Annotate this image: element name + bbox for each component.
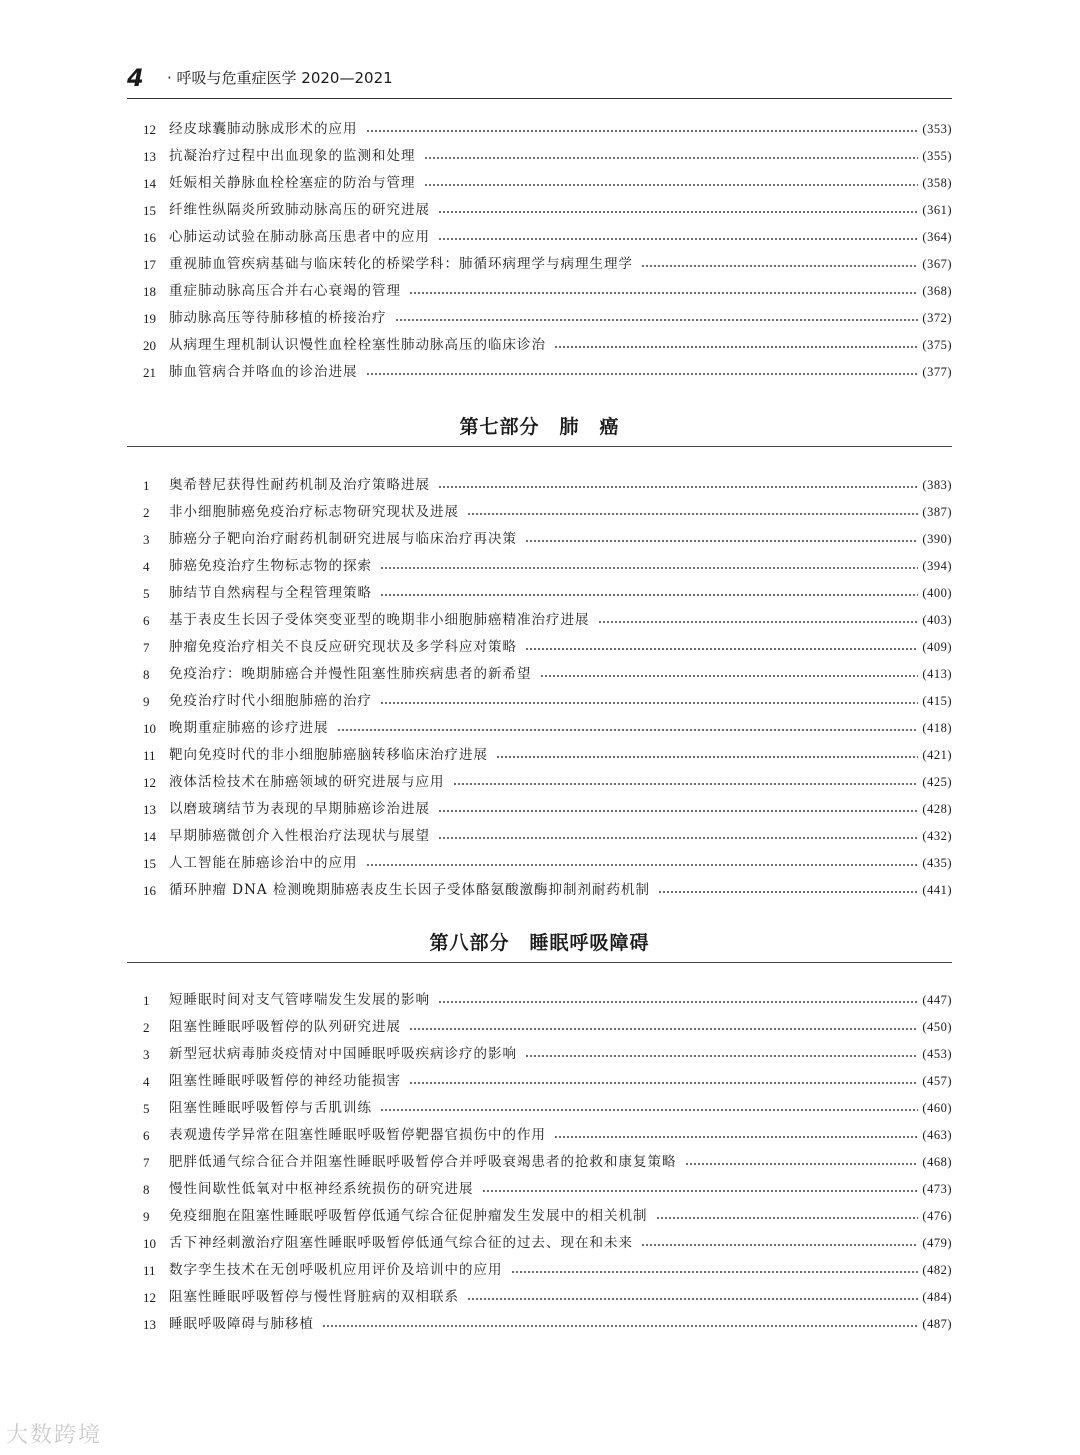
toc-entry: [127, 987, 952, 1014]
dot-leader: [424, 143, 919, 170]
toc-entry-page: (403): [922, 613, 952, 627]
toc-entry-number: 7: [143, 640, 150, 655]
toc-entry-number: 6: [143, 613, 150, 628]
toc-entry-title: 阻塞性睡眠呼吸暂停的队列研究进展: [169, 1019, 401, 1035]
toc-entry-title: 纤维性纵隔炎所致肺动脉高压的研究进展: [169, 202, 430, 218]
toc-entry-title: 肿瘤免疫治疗相关不良反应研究现状及多学科应对策略: [169, 639, 517, 655]
dot-leader: [525, 1041, 918, 1068]
toc-entry: [127, 1311, 952, 1338]
toc-entry-page: (441): [922, 883, 952, 897]
dot-leader: [409, 278, 918, 305]
toc-entry: [127, 634, 952, 661]
toc-entry-title: 肺血管病合并咯血的诊治进展: [169, 364, 358, 380]
toc-entry: [127, 251, 952, 278]
dot-leader: [380, 580, 918, 607]
dot-leader: [525, 634, 918, 661]
toc-entry-page: (409): [922, 640, 952, 654]
toc-list-part6: [127, 116, 952, 386]
toc-entry-page: (484): [922, 1290, 952, 1304]
toc-entry-page: (394): [922, 559, 952, 573]
toc-entry-page: (421): [922, 748, 952, 762]
dot-leader: [366, 116, 919, 143]
toc-entry-number: 13: [143, 149, 156, 164]
toc-entry-page: (372): [922, 311, 952, 325]
dot-leader: [438, 197, 918, 224]
toc-entry: [127, 305, 952, 332]
page-number: 4: [127, 64, 144, 92]
toc-entry: [127, 1122, 952, 1149]
toc-entry-page: (368): [922, 284, 952, 298]
toc-entry-title: 阻塞性睡眠呼吸暂停的神经功能损害: [169, 1073, 401, 1089]
toc-entry-title: 液体活检技术在肺癌领域的研究进展与应用: [169, 774, 445, 790]
toc-entry-page: (460): [922, 1101, 952, 1115]
toc-entry: [127, 1203, 952, 1230]
toc-entry: [127, 1014, 952, 1041]
toc-entry-number: 5: [143, 1101, 150, 1116]
toc-entry-page: (476): [922, 1209, 952, 1223]
toc-entry-number: 6: [143, 1128, 150, 1143]
section-heading-part8: 第八部分 睡眠呼吸障碍: [127, 928, 952, 963]
toc-entry-number: 8: [143, 667, 150, 682]
toc-entry: [127, 688, 952, 715]
toc-entry: [127, 580, 952, 607]
dot-leader: [409, 1014, 918, 1041]
toc-entry-title: 免疫细胞在阻塞性睡眠呼吸暂停低通气综合征促肿瘤发生发展中的相关机制: [169, 1208, 648, 1224]
dot-leader: [380, 1095, 918, 1122]
toc-entry-page: (463): [922, 1128, 952, 1142]
dot-leader: [482, 1176, 919, 1203]
toc-entry: [127, 472, 952, 499]
toc-entry-title: 基于表皮生长因子受体突变亚型的晚期非小细胞肺癌精准治疗进展: [169, 612, 590, 628]
toc-entry-number: 5: [143, 586, 150, 601]
toc-entry: [127, 661, 952, 688]
toc-entry-title: 短睡眠时间对支气管哮喘发生发展的影响: [169, 992, 430, 1008]
toc-entry-title: 阻塞性睡眠呼吸暂停与慢性肾脏病的双相联系: [169, 1289, 459, 1305]
toc-entry: [127, 1230, 952, 1257]
dot-leader: [438, 823, 918, 850]
toc-entry-number: 13: [143, 802, 156, 817]
dot-leader: [366, 850, 919, 877]
toc-entry: [127, 197, 952, 224]
toc-entry-number: 2: [143, 1020, 150, 1035]
dot-leader: [554, 332, 918, 359]
dot-leader: [337, 715, 919, 742]
toc-entry-title: 阻塞性睡眠呼吸暂停与舌肌训练: [169, 1100, 372, 1116]
dot-leader: [322, 1311, 918, 1338]
toc-entry: [127, 607, 952, 634]
dot-leader: [656, 1203, 919, 1230]
toc-entry-page: (383): [922, 478, 952, 492]
toc-entry-title: 舌下神经刺激治疗阻塞性睡眠呼吸暂停低通气综合征的过去、现在和未来: [169, 1235, 633, 1251]
toc-entry-number: 17: [143, 257, 156, 272]
toc-entry-number: 15: [143, 203, 156, 218]
toc-entry-number: 2: [143, 505, 150, 520]
toc-entry: [127, 499, 952, 526]
toc-entry: [127, 1041, 952, 1068]
toc-entry-title: 心肺运动试验在肺动脉高压患者中的应用: [169, 229, 430, 245]
toc-entry-page: (447): [922, 993, 952, 1007]
toc-entry-title: 以磨玻璃结节为表现的早期肺癌诊治进展: [169, 801, 430, 817]
toc-entry-number: 14: [143, 176, 156, 191]
toc-entry-page: (428): [922, 802, 952, 816]
toc-entry-page: (418): [922, 721, 952, 735]
book-title: · 呼吸与危重症医学 2020—2021: [167, 69, 393, 87]
dot-leader: [395, 305, 919, 332]
toc-entry-title: 经皮球囊肺动脉成形术的应用: [169, 121, 358, 137]
toc-entry-number: 12: [143, 775, 156, 790]
toc-entry-page: (377): [922, 365, 952, 379]
toc-entry-page: (473): [922, 1182, 952, 1196]
toc-entry-number: 1: [143, 993, 150, 1008]
toc-entry-title: 妊娠相关静脉血栓栓塞症的防治与管理: [169, 175, 416, 191]
toc-entry-page: (387): [922, 505, 952, 519]
toc-entry-page: (482): [922, 1263, 952, 1277]
dot-leader: [380, 553, 918, 580]
toc-entry: [127, 1095, 952, 1122]
toc-entry-page: (457): [922, 1074, 952, 1088]
toc-entry: [127, 823, 952, 850]
toc-entry-title: 慢性间歇性低氧对中枢神经系统损伤的研究进展: [169, 1181, 474, 1197]
toc-entry-page: (375): [922, 338, 952, 352]
dot-leader: [554, 1122, 918, 1149]
toc-entry-page: (390): [922, 532, 952, 546]
toc-entry-title: 肺动脉高压等待肺移植的桥接治疗: [169, 310, 387, 326]
dot-leader: [540, 661, 919, 688]
toc-entry-page: (364): [922, 230, 952, 244]
watermark-logo: 大数跨境: [6, 1423, 103, 1448]
toc-entry: [127, 715, 952, 742]
toc-entry-number: 18: [143, 284, 156, 299]
toc-entry-title: 表观遗传学异常在阻塞性睡眠呼吸暂停靶器官损伤中的作用: [169, 1127, 546, 1143]
toc-entry-number: 12: [143, 1290, 156, 1305]
toc-entry-number: 10: [143, 1236, 156, 1251]
toc-entry: [127, 850, 952, 877]
toc-entry-title: 靶向免疫时代的非小细胞肺癌脑转移临床治疗进展: [169, 747, 488, 763]
dot-leader: [438, 796, 918, 823]
toc-entry-title: 循环肿瘤 DNA 检测晚期肺癌表皮生长因子受体酪氨酸激酶抑制剂耐药机制: [169, 882, 650, 898]
dot-leader: [380, 688, 918, 715]
toc-entry-page: (479): [922, 1236, 952, 1250]
toc-entry: [127, 278, 952, 305]
toc-entry: [127, 1257, 952, 1284]
toc-entry: [127, 742, 952, 769]
toc-entry-number: 4: [143, 559, 150, 574]
toc-entry-number: 1: [143, 478, 150, 493]
toc-entry-number: 3: [143, 1047, 150, 1062]
toc-entry: [127, 769, 952, 796]
toc-entry-number: 14: [143, 829, 156, 844]
dot-leader: [409, 1068, 918, 1095]
toc-entry-title: 肺癌免疫治疗生物标志物的探索: [169, 558, 372, 574]
dot-leader: [658, 877, 918, 904]
section-heading-part7: 第七部分 肺 癌: [127, 412, 952, 447]
dot-leader: [366, 359, 919, 386]
toc-entry-title: 奥希替尼获得性耐药机制及治疗策略进展: [169, 477, 430, 493]
dot-leader: [598, 607, 919, 634]
toc-entry-page: (468): [922, 1155, 952, 1169]
dot-leader: [438, 987, 918, 1014]
dot-leader: [438, 224, 918, 251]
toc-entry-title: 非小细胞肺癌免疫治疗标志物研究现状及进展: [169, 504, 459, 520]
dot-leader: [467, 1284, 918, 1311]
toc-entry-page: (453): [922, 1047, 952, 1061]
toc-entry: [127, 1149, 952, 1176]
toc-entry-number: 10: [143, 721, 156, 736]
toc-entry-title: 重症肺动脉高压合并右心衰竭的管理: [169, 283, 401, 299]
toc-entry-page: (413): [922, 667, 952, 681]
toc-entry: [127, 224, 952, 251]
running-header: [127, 64, 952, 99]
toc-entry-number: 9: [143, 694, 150, 709]
toc-entry-page: (487): [922, 1317, 952, 1331]
toc-entry: [127, 170, 952, 197]
toc-entry-number: 12: [143, 122, 156, 137]
toc-entry-title: 睡眠呼吸障碍与肺移植: [169, 1316, 314, 1332]
toc-entry-page: (361): [922, 203, 952, 217]
toc-entry-page: (358): [922, 176, 952, 190]
toc-entry-title: 数字孪生技术在无创呼吸机应用评价及培训中的应用: [169, 1262, 503, 1278]
toc-entry-number: 16: [143, 883, 156, 898]
toc-entry: [127, 1068, 952, 1095]
toc-entry-number: 20: [143, 338, 156, 353]
toc-entry-page: (450): [922, 1020, 952, 1034]
toc-entry: [127, 116, 952, 143]
toc-entry-number: 7: [143, 1155, 150, 1170]
dot-leader: [496, 742, 918, 769]
toc-entry: [127, 332, 952, 359]
toc-entry-number: 8: [143, 1182, 150, 1197]
toc-entry-title: 免疫治疗时代小细胞肺癌的治疗: [169, 693, 372, 709]
toc-entry-page: (355): [922, 149, 952, 163]
toc-entry-page: (367): [922, 257, 952, 271]
toc-entry-page: (425): [922, 775, 952, 789]
toc-entry-number: 19: [143, 311, 156, 326]
toc-entry-title: 肺癌分子靶向治疗耐药机制研究进展与临床治疗再决策: [169, 531, 517, 547]
toc-entry-page: (415): [922, 694, 952, 708]
toc-entry-page: (400): [922, 586, 952, 600]
dot-leader: [641, 251, 918, 278]
toc-entry-number: 16: [143, 230, 156, 245]
dot-leader: [424, 170, 919, 197]
toc-entry-number: 3: [143, 532, 150, 547]
dot-leader: [685, 1149, 919, 1176]
toc-entry-title: 早期肺癌微创介入性根治疗法现状与展望: [169, 828, 430, 844]
toc-entry-page: (353): [922, 122, 952, 136]
toc-entry-page: (435): [922, 856, 952, 870]
toc-entry-title: 重视肺血管疾病基础与临床转化的桥梁学科：肺循环病理学与病理生理学: [169, 256, 633, 272]
toc-entry-number: 9: [143, 1209, 150, 1224]
toc-entry: [127, 1176, 952, 1203]
toc-entry-title: 从病理生理机制认识慢性血栓栓塞性肺动脉高压的临床诊治: [169, 337, 546, 353]
toc-entry-title: 肥胖低通气综合征合并阻塞性睡眠呼吸暂停合并呼吸衰竭患者的抢救和康复策略: [169, 1154, 677, 1170]
toc-entry-number: 4: [143, 1074, 150, 1089]
toc-entry-title: 肺结节自然病程与全程管理策略: [169, 585, 372, 601]
toc-entry-title: 免疫治疗：晚期肺癌合并慢性阻塞性肺疾病患者的新希望: [169, 666, 532, 682]
toc-entry-number: 11: [143, 1263, 156, 1278]
dot-leader: [438, 472, 918, 499]
dot-leader: [641, 1230, 918, 1257]
toc-entry-title: 晚期重症肺癌的诊疗进展: [169, 720, 329, 736]
toc-entry: [127, 796, 952, 823]
toc-entry-number: 11: [143, 748, 156, 763]
dot-leader: [525, 526, 918, 553]
toc-entry: [127, 359, 952, 386]
toc-entry-title: 新型冠状病毒肺炎疫情对中国睡眠呼吸疾病诊疗的影响: [169, 1046, 517, 1062]
toc-list-part8: [127, 987, 952, 1338]
dot-leader: [467, 499, 918, 526]
toc-entry: [127, 143, 952, 170]
toc-entry-number: 21: [143, 365, 156, 380]
toc-entry-number: 13: [143, 1317, 156, 1332]
toc-entry: [127, 526, 952, 553]
toc-entry: [127, 1284, 952, 1311]
toc-entry: [127, 877, 952, 904]
dot-leader: [453, 769, 919, 796]
toc-entry: [127, 553, 952, 580]
toc-entry-title: 抗凝治疗过程中出血现象的监测和处理: [169, 148, 416, 164]
toc-entry-page: (432): [922, 829, 952, 843]
toc-list-part7: [127, 472, 952, 904]
toc-entry-number: 15: [143, 856, 156, 871]
dot-leader: [511, 1257, 919, 1284]
toc-entry-title: 人工智能在肺癌诊治中的应用: [169, 855, 358, 871]
